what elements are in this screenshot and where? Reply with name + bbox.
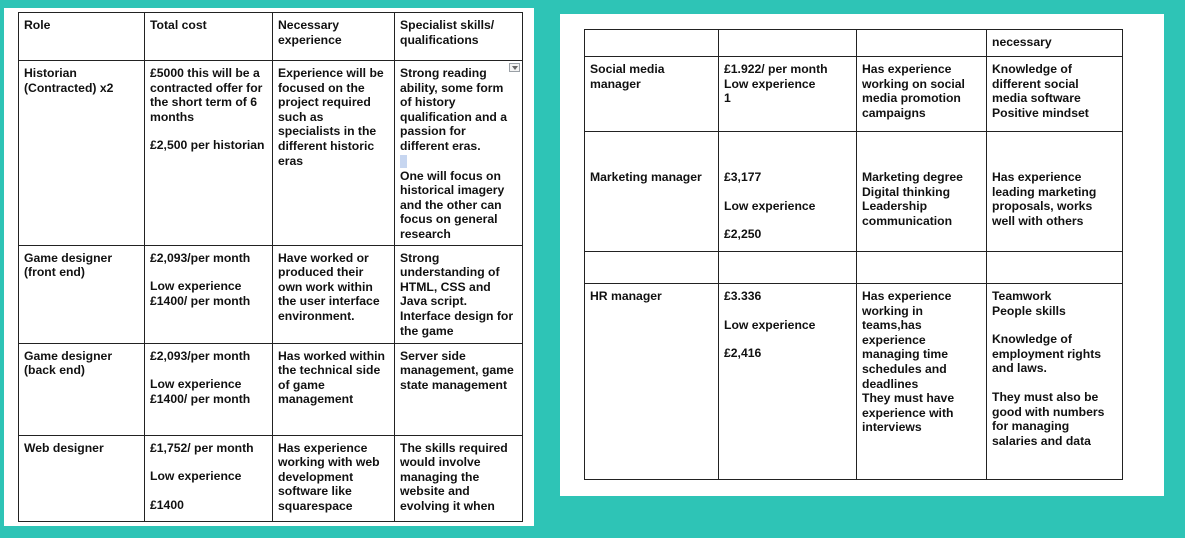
skills-line: Knowledge of employment rights and laws. <box>992 332 1105 376</box>
table-row <box>585 57 1123 132</box>
empty-cell <box>585 252 719 284</box>
skills-line: Teamwork <box>992 289 1052 303</box>
text-cursor-selection <box>400 155 407 168</box>
cost-cell <box>719 132 857 252</box>
skills-cell: Server side management, game state management <box>395 343 523 435</box>
top-cell-empty <box>857 30 987 57</box>
role-cell: Marketing manager <box>585 132 719 252</box>
top-cell-necessary: necessary <box>987 30 1123 57</box>
experience-line: They must have experience with interviews <box>862 391 958 435</box>
experience-line: Digital thinking <box>862 184 951 199</box>
skills-cell[interactable] <box>395 61 523 246</box>
role-cell: Game designer (front end) <box>19 245 145 343</box>
empty-cell <box>857 252 987 284</box>
skills-cell <box>987 284 1123 480</box>
roles-table-right <box>584 29 1123 480</box>
top-cell-empty <box>719 30 857 57</box>
cost-cell <box>145 343 273 435</box>
skills-line: People skills <box>992 303 1066 318</box>
experience-cell: Experience will be focused on the project required such as specialists in the different historic eras <box>273 61 395 246</box>
cost-text: £2,093/per month <box>150 348 251 363</box>
cost-text: £2,500 per historian <box>150 138 265 153</box>
right-document-page <box>560 14 1164 496</box>
cost-line: £2,250 <box>724 227 762 242</box>
role-cell: Social media manager <box>585 57 719 132</box>
cost-line: £1.922/ per month <box>724 62 828 76</box>
table-row <box>19 435 523 521</box>
cost-text: £5000 this will be a contracted offer for the short term of 6 months <box>150 66 263 124</box>
skills-cell: Strong understanding of HTML, CSS and Java script. Interface design for the game <box>395 245 523 343</box>
cost-text: Low experience £1400/ per month <box>150 377 251 406</box>
role-cell: Web designer <box>19 435 145 521</box>
cost-cell <box>145 245 273 343</box>
cost-cell <box>145 61 273 246</box>
skills-cell <box>987 57 1123 132</box>
cost-text: Low experience £1400/ per month <box>150 279 251 308</box>
skills-line: Has experience leading marketing proposals, works well with others <box>992 170 1100 228</box>
skills-line: They must also be good with numbers for managing salaries and data <box>992 389 1108 448</box>
table-row <box>585 132 1123 252</box>
chevron-down-icon[interactable] <box>509 63 520 72</box>
left-document-page <box>4 8 534 526</box>
experience-line: Has experience working in teams,has experience managing time schedules and deadlines <box>862 289 955 391</box>
cost-line: £3,177 <box>724 170 762 184</box>
table-row <box>19 343 523 435</box>
table-row <box>19 61 523 246</box>
skills-line: Knowledge of different social media software <box>992 62 1083 106</box>
cost-line: Low experience <box>724 198 816 213</box>
cost-line: 1 <box>724 91 731 106</box>
cost-cell <box>719 57 857 132</box>
header-role: Role <box>19 13 145 61</box>
cost-line: Low experience <box>724 76 816 91</box>
header-necessary-experience: Necessary experience <box>273 13 395 61</box>
skills-text: Strong reading ability, some form of history qualification and a passion for different eras. <box>400 66 507 153</box>
cost-cell <box>145 435 273 521</box>
cost-line: Low experience <box>724 317 816 332</box>
table-header-row <box>19 13 523 61</box>
cost-text: Low experience <box>150 469 242 484</box>
experience-line: Has experience working on social media promotion campaigns <box>862 62 969 120</box>
cost-text: £1,752/ per month <box>150 440 254 455</box>
header-total-cost: Total cost <box>145 13 273 61</box>
cost-text: £1400 <box>150 497 184 512</box>
skills-cell: The skills required would involve managing the website and evolving it when <box>395 435 523 521</box>
experience-cell: Has worked within the technical side of game management <box>273 343 395 435</box>
skills-cell <box>987 132 1123 252</box>
skills-line: Positive mindset <box>992 105 1089 120</box>
empty-cell <box>987 252 1123 284</box>
experience-line: Leadership communication <box>862 199 953 228</box>
experience-cell <box>857 284 987 480</box>
cost-line: £3.336 <box>724 289 762 303</box>
experience-cell <box>857 132 987 252</box>
roles-table-left <box>18 12 523 522</box>
table-row <box>585 284 1123 480</box>
role-cell: Game designer (back end) <box>19 343 145 435</box>
top-cell-empty <box>585 30 719 57</box>
experience-cell: Has experience working with web development software like squarespace <box>273 435 395 521</box>
table-row-empty <box>585 252 1123 284</box>
table-row <box>585 30 1123 57</box>
role-cell: HR manager <box>585 284 719 480</box>
cost-text: £2,093/per month <box>150 250 251 265</box>
experience-cell: Have worked or produced their own work within the user interface environment. <box>273 245 395 343</box>
header-specialist-skills: Specialist skills/ qualifications <box>395 13 523 61</box>
role-cell: Historian (Contracted) x2 <box>19 61 145 246</box>
cost-cell <box>719 284 857 480</box>
experience-cell <box>857 57 987 132</box>
cost-line: £2,416 <box>724 346 762 361</box>
empty-cell <box>719 252 857 284</box>
table-row <box>19 245 523 343</box>
skills-text: One will focus on historical imagery and the other can focus on general research <box>400 168 505 241</box>
experience-line: Marketing degree <box>862 170 963 184</box>
